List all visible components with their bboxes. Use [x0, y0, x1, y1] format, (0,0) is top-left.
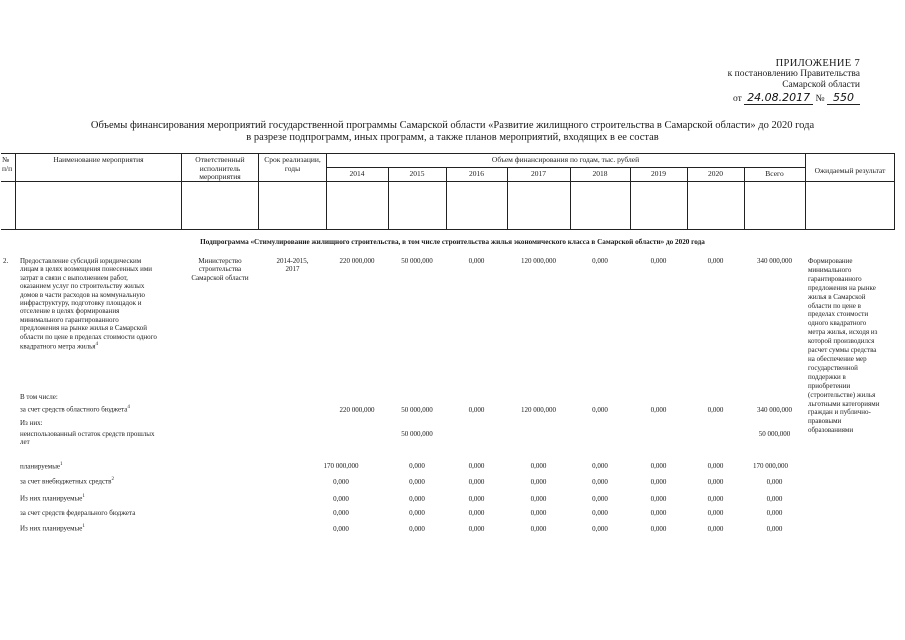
sub-value: 0,000: [530, 478, 547, 486]
sub-value: 0,000: [409, 509, 425, 517]
sub-value: 0,000: [409, 478, 425, 486]
sub-value: 0,000: [707, 509, 724, 517]
appendix-heading: ПРИЛОЖЕНИЕ 7: [775, 58, 860, 69]
sub-value: 0,000: [468, 406, 485, 414]
result-line: поддержки в: [808, 372, 846, 381]
header-year-2018: 2018: [592, 169, 608, 178]
responsible-line: строительства: [198, 265, 242, 274]
sub-value: 170 000,000: [323, 462, 359, 470]
sub-value: 0,000: [409, 495, 425, 503]
header-year-2014: 2014: [349, 169, 365, 178]
result-line: образованиями: [808, 426, 854, 435]
result-line: государственной: [808, 363, 858, 372]
sub-value: 0,000: [530, 462, 547, 470]
result-line: на обеспечение мер: [808, 354, 867, 363]
appendix-line-2: Самарской области: [782, 80, 860, 90]
result-line: (строительстве) жилья: [808, 390, 876, 399]
header-bottom-border: [1, 229, 894, 230]
sub-row-label-text: планируемые: [20, 462, 61, 471]
footnote-mark: 2: [111, 477, 114, 482]
term-line: 2017: [285, 265, 300, 274]
name-line: [20, 341, 157, 351]
sub-row-label: В том числе:: [20, 393, 58, 401]
appendix-number-sign: №: [815, 94, 825, 104]
result-line: которой производился: [808, 337, 875, 346]
main-value-total: 340 000,000: [757, 257, 792, 265]
sub-row-label-text: за счет средств областного бюджета: [20, 405, 128, 414]
sub-row-label-text: Из них планируемые: [20, 524, 83, 533]
main-value-2018: 0,000: [592, 257, 608, 265]
name-line: лицам в целях возмещения понесенных ими: [20, 265, 153, 274]
sub-row-label: [20, 404, 130, 414]
sub-value: 0,000: [650, 406, 667, 414]
header-year-2017: 2017: [531, 169, 546, 178]
sub-value: 0,000: [333, 525, 349, 533]
sub-value: 120 000,000: [521, 406, 556, 414]
sub-value: 0,000: [766, 525, 783, 533]
sub-value: 0,000: [592, 406, 608, 414]
result-line: льготными категориями: [808, 399, 880, 408]
name-line: затрат в связи с выполнением работ,: [20, 273, 128, 282]
header-result: Ожидаемый результат: [814, 166, 886, 175]
header-year-2015: 2015: [409, 169, 425, 178]
sub-value: 50 000,000: [401, 406, 433, 414]
term-line: 2014-2015,: [276, 257, 309, 265]
sub-value: 0,000: [707, 525, 724, 533]
appendix-from: от: [733, 94, 742, 104]
years-header-rule: [1, 181, 894, 182]
sub-row-label: за счет средств федерального бюджета: [20, 509, 136, 517]
result-line: области по цене в: [808, 301, 861, 310]
sub-value: 0,000: [707, 478, 724, 486]
result-line: предложения на рынке: [808, 283, 876, 292]
main-value-2016: 0,000: [468, 257, 485, 265]
table-top-border: [1, 153, 894, 154]
sub-value: 0,000: [650, 525, 667, 533]
name-line: области по цене в пределах стоимости одного: [20, 332, 157, 341]
sub-value: 0,000: [409, 525, 425, 533]
main-value-2019: 0,000: [650, 257, 667, 265]
sub-value: 340 000,000: [757, 406, 792, 414]
sub-value: 0,000: [468, 525, 485, 533]
sub-value: 0,000: [592, 509, 608, 517]
sub-value: 0,000: [530, 525, 547, 533]
sub-row-label: [20, 523, 85, 533]
sub-value: 0,000: [530, 495, 547, 503]
header-term: Срок реализации, годы: [264, 155, 321, 173]
main-row-term: [259, 257, 326, 274]
header-responsible: Ответственный исполнитель мероприятия: [195, 155, 245, 182]
sub-value: 0,000: [333, 495, 349, 503]
header-funding: Объем финансирования по годам, тыс. рублей: [491, 155, 640, 164]
result-line: жилья в Самарской: [808, 292, 866, 301]
col-divider: [894, 153, 895, 230]
header-no: № п/п: [2, 155, 13, 173]
main-value-2017: 120 000,000: [521, 257, 556, 265]
sub-row-label-text: лет: [20, 438, 30, 447]
sub-value: 220 000,000: [339, 406, 375, 414]
header-name: Наименование мероприятия: [53, 155, 144, 164]
name-line: предложения на рынке жилья в Самарской: [20, 324, 148, 333]
appendix-number: 550: [827, 91, 860, 105]
name-line: отселение в целях формирования: [20, 307, 120, 316]
sub-value: 0,000: [592, 462, 608, 470]
header-year-2020: 2020: [708, 169, 723, 178]
sub-value: 0,000: [468, 495, 485, 503]
subprogram-title: Подпрограмма «Стимулирование жилищного строительства, в том числе строительства жилья экономического класса в Самарской области» до 2020 года: [200, 238, 705, 246]
sub-row-label-text: Из них планируемые: [20, 494, 83, 503]
sub-value: 0,000: [707, 495, 724, 503]
sub-row-label: Из них:: [20, 419, 43, 427]
sub-row-label-text: за счет внебюджетных средств: [20, 477, 112, 486]
sub-value: 0,000: [650, 462, 667, 470]
sub-value: 50 000,000: [758, 430, 791, 438]
responsible-line: Министерство: [198, 257, 242, 265]
sub-value: 0,000: [707, 462, 724, 470]
appendix-date-line: [728, 92, 860, 105]
col-divider: [181, 153, 182, 230]
footnote-mark: 4: [95, 342, 98, 348]
title-line-1: Объемы финансирования мероприятий государственной программы Самарской области «Развитие жилищного строительства в Самарской области» до 2020 года: [90, 120, 815, 131]
header-total: Всего: [765, 169, 784, 178]
sub-value: 0,000: [409, 462, 425, 470]
sub-row-label: [20, 476, 114, 486]
sub-value: 0,000: [530, 509, 547, 517]
appendix-date: 24.08.2017: [744, 91, 813, 105]
result-line: приобретении: [808, 381, 851, 390]
sub-value: 0,000: [468, 509, 485, 517]
footnote-mark: 1: [82, 524, 85, 529]
sub-row-label-text: неиспользованный остаток средств прошлых: [20, 430, 155, 438]
title-line-2: в разрезе подпрограмм, иных программ, а также планов мероприятий, входящих в ее состав: [246, 132, 659, 143]
name-line: инфраструктуру, подготовку площадок и: [20, 299, 142, 308]
sub-row-label: [20, 430, 155, 447]
col-divider: [805, 153, 806, 230]
main-value-2014: 220 000,000: [339, 257, 375, 265]
result-line: граждан и публично-: [808, 408, 871, 417]
main-row-result: [808, 257, 879, 435]
sub-value: 50 000,000: [401, 430, 433, 438]
footnote-mark: 4: [127, 405, 130, 410]
sub-value: 0,000: [650, 509, 667, 517]
name-line: оказанием услуг по строительству жилых: [20, 282, 145, 291]
responsible-line: Самарской области: [191, 273, 249, 282]
main-row-responsible: [186, 257, 254, 282]
document-title: [0, 120, 905, 144]
result-line: метра жилья, исходя из: [808, 328, 878, 337]
header-year-2019: 2019: [651, 169, 666, 178]
main-row-name: [20, 257, 157, 351]
sub-value: 170 000,000: [753, 462, 788, 470]
funding-header-rule: [326, 167, 805, 168]
result-line: правовыми: [808, 417, 842, 426]
main-value-2015: 50 000,000: [401, 257, 433, 265]
sub-value: 0,000: [766, 478, 783, 486]
sub-row-label: [20, 493, 85, 503]
sub-value: 0,000: [766, 509, 783, 517]
sub-value: 0,000: [333, 509, 349, 517]
sub-value: 0,000: [592, 495, 608, 503]
main-row-no: 2.: [3, 257, 9, 265]
appendix-line-1: к постановлению Правительства: [727, 69, 860, 79]
result-line: пределах стоимости: [808, 310, 869, 319]
result-line: минимального: [808, 265, 852, 274]
name-line: домов в части расходов на коммунальную: [20, 290, 145, 299]
sub-value: 0,000: [707, 406, 724, 414]
sub-value: 0,000: [650, 495, 667, 503]
sub-value: 0,000: [650, 478, 667, 486]
sub-value: 0,000: [468, 478, 485, 486]
main-value-2020: 0,000: [707, 257, 724, 265]
name-line: минимального гарантированного: [20, 315, 119, 324]
appendix-block: [728, 58, 860, 105]
sub-row-label: [20, 461, 63, 471]
footnote-mark: 1: [82, 494, 85, 499]
sub-value: 0,000: [468, 462, 485, 470]
sub-value: 0,000: [333, 478, 349, 486]
footnote-mark: 1: [60, 462, 63, 467]
sub-value: 0,000: [592, 525, 608, 533]
result-line: Формирование: [808, 257, 853, 265]
sub-value: 0,000: [592, 478, 608, 486]
result-line: одного квадратного: [808, 319, 867, 328]
sub-value: 0,000: [766, 495, 783, 503]
result-line: гарантированного: [808, 274, 862, 283]
name-line-text: квадратного метра жилья: [20, 342, 96, 351]
name-line: Предоставление субсидий юридическим: [20, 257, 142, 265]
result-line: расчет суммы средства: [808, 346, 877, 355]
header-year-2016: 2016: [469, 169, 484, 178]
